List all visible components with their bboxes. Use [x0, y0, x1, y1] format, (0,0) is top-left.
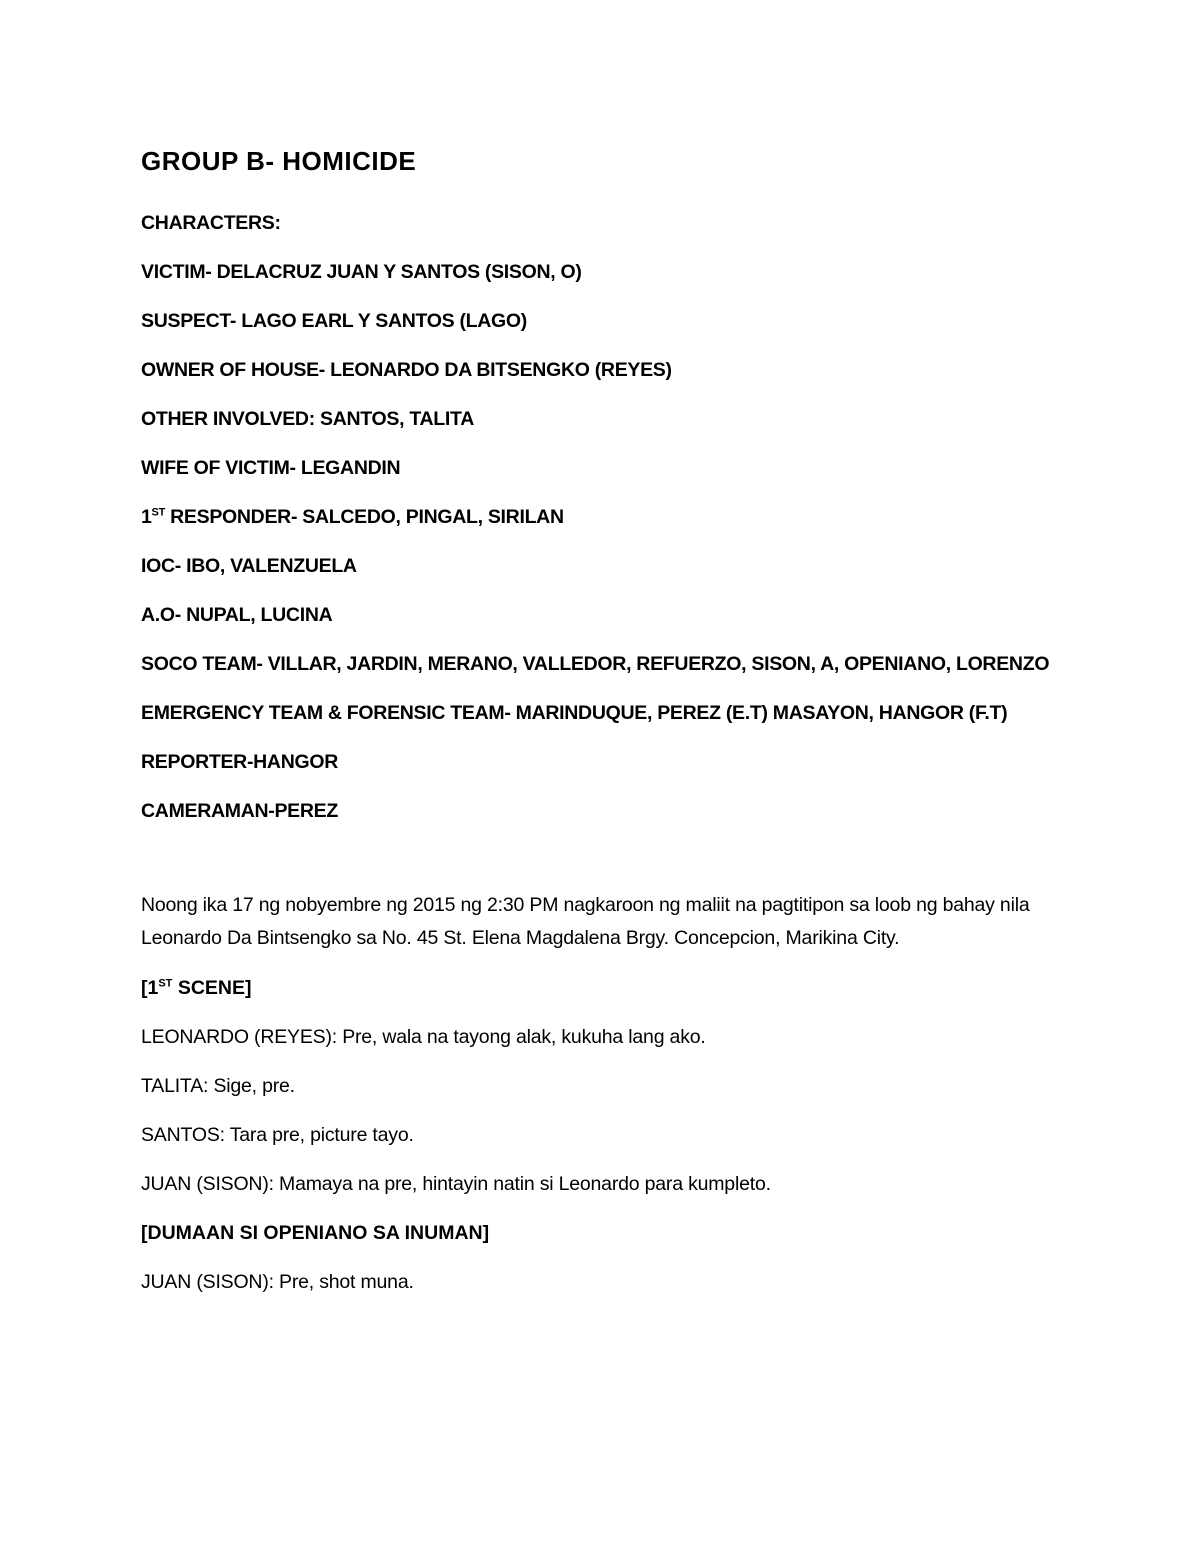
document-body — [141, 142, 1071, 1315]
document-title: GROUP B- HOMICIDE — [141, 146, 417, 176]
character-emergency-forensic-team: EMERGENCY TEAM & FORENSIC TEAM- MARINDUQUE, PEREZ (E.T) MASAYON, HANGOR (F.T) — [141, 702, 1008, 724]
dialogue-line-talita: TALITA: Sige, pre. — [141, 1075, 295, 1097]
scene-heading-open: [1 — [141, 977, 159, 999]
responder-number: 1 — [141, 506, 152, 528]
dialogue-line-leonardo: LEONARDO (REYES): Pre, wala na tayong alak, kukuha lang ako. — [141, 1026, 706, 1048]
character-wife-of-victim: WIFE OF VICTIM- LEGANDIN — [141, 457, 401, 479]
character-other-involved: OTHER INVOLVED: SANTOS, TALITA — [141, 408, 474, 430]
scene-heading-rest: SCENE] — [172, 977, 252, 999]
character-ioc: IOC- IBO, VALENZUELA — [141, 555, 357, 577]
character-victim: VICTIM- DELACRUZ JUAN Y SANTOS (SISON, O) — [141, 261, 582, 283]
character-first-responder — [141, 501, 1071, 534]
character-owner-of-house: OWNER OF HOUSE- LEONARDO DA BITSENGKO (REYES) — [141, 359, 672, 381]
character-soco-team: SOCO TEAM- VILLAR, JARDIN, MERANO, VALLEDOR, REFUERZO, SISON, A, OPENIANO, LORENZO — [141, 653, 1050, 675]
dialogue-line-juan-shot: JUAN (SISON): Pre, shot muna. — [141, 1271, 414, 1293]
intro-paragraph: Noong ika 17 ng nobyembre ng 2015 ng 2:30 PM nagkaroon ng maliit na pagtitipon sa loob ng bahay nila Leonardo Da Bintsengko sa No. 45 St. Elena Magdalena Brgy. Concepcion, Marikina City. — [141, 894, 1030, 949]
character-reporter: REPORTER-HANGOR — [141, 751, 339, 773]
character-ao: A.O- NUPAL, LUCINA — [141, 604, 333, 626]
scene-ordinal-suffix: ST — [158, 977, 173, 990]
stage-direction: [DUMAAN SI OPENIANO SA INUMAN] — [141, 1222, 490, 1244]
dialogue-line-juan: JUAN (SISON): Mamaya na pre, hintayin natin si Leonardo para kumpleto. — [141, 1173, 771, 1195]
dialogue-line-santos: SANTOS: Tara pre, picture tayo. — [141, 1124, 414, 1146]
section-spacer — [141, 844, 1071, 889]
responder-text: RESPONDER- SALCEDO, PINGAL, SIRILAN — [165, 506, 564, 528]
responder-ordinal-suffix: ST — [151, 506, 166, 519]
characters-heading: CHARACTERS: — [141, 212, 281, 234]
character-suspect: SUSPECT- LAGO EARL Y SANTOS (LAGO) — [141, 310, 527, 332]
scene-heading — [141, 972, 1071, 1005]
character-cameraman: CAMERAMAN-PEREZ — [141, 800, 338, 822]
